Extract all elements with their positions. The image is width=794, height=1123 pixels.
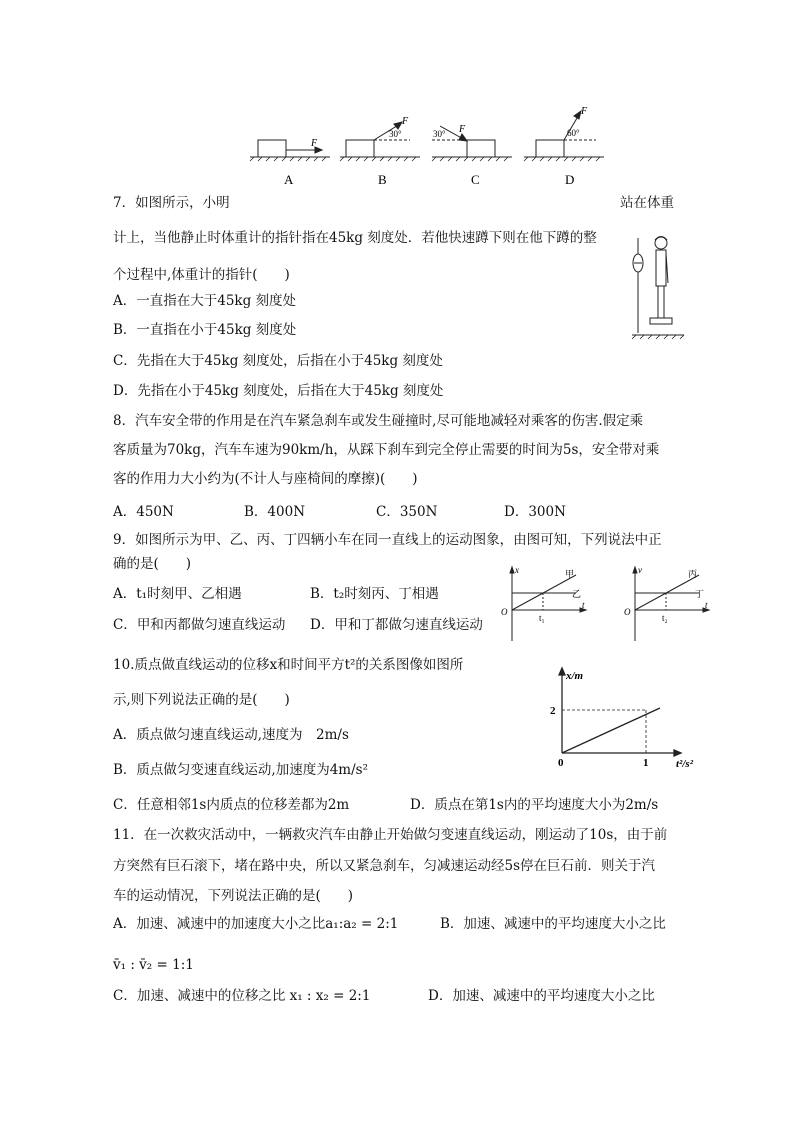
q7-option-b: B．一直指在小于45kg 刻度处	[113, 322, 297, 338]
force-label-d: F	[581, 106, 588, 117]
q10-x-tick: 1	[643, 757, 649, 769]
q11-option-c: C．加速、减速中的位移之比 x₁ : x₂ = 2:1	[113, 988, 371, 1004]
q10-origin: 0	[558, 757, 564, 769]
q9-line2: 确的是( )	[113, 556, 192, 572]
q9g2-tick: t₂	[662, 613, 668, 623]
q9g1-tick: t₁	[539, 613, 545, 623]
q9-option-b: B．t₂时刻丙、丁相遇	[310, 586, 439, 602]
q9g1-series-b: 乙	[572, 589, 582, 599]
angle-b: 30°	[389, 129, 402, 139]
q10-option-c: C．任意相邻1s内质点的位移差都为2m	[113, 797, 350, 813]
q11-line2: 方突然有巨石滚下，堵在路中央，所以又紧急刹车，匀减速运动经5s停在巨石前．则关于汽	[113, 858, 656, 874]
q9g1-origin: O	[501, 607, 508, 617]
q10-x-axis: t²/s²	[676, 758, 693, 770]
q7-option-c: C．先指在大于45kg 刻度处，后指在小于45kg 刻度处	[113, 353, 443, 369]
q10-y-tick: 2	[550, 705, 556, 717]
q11-option-b-cont: v̄₁ : v̄₂ = 1:1	[113, 957, 194, 973]
q7-line1: 7．如图所示，小明	[113, 195, 230, 211]
q9g1-x-axis: t	[582, 600, 585, 610]
force-diagrams	[0, 0, 794, 200]
q9-graph-vt	[625, 565, 725, 645]
q9g2-y-axis: v	[638, 565, 642, 575]
q11-line1: 11．在一次救灾活动中，一辆救灾汽车由静止开始做匀变速直线运动，刚运动了10s，由于前	[113, 827, 668, 843]
force-label-a: F	[311, 138, 318, 149]
person-on-scale-figure	[628, 228, 688, 343]
q9-option-c: C．甲和丙都做匀速直线运动	[113, 617, 286, 633]
q8-line3: 客的作用力大小约为(不计人与座椅间的摩擦)( )	[113, 471, 418, 487]
angle-c: 30°	[433, 129, 446, 139]
force-label-c: F	[459, 124, 466, 135]
q8-line1: 8．汽车安全带的作用是在汽车紧急刹车或发生碰撞时,尽可能地减轻对乘客的伤害.假定乘	[113, 413, 644, 429]
q9g1-series-a: 甲	[565, 569, 575, 579]
fig-label-b: B	[378, 172, 387, 187]
fig-label-d: D	[565, 172, 575, 187]
q10-line2: 示,则下列说法正确的是( )	[113, 692, 290, 708]
q8-option-c: C．350N	[376, 504, 438, 520]
q9g2-series-a: 丙	[688, 569, 698, 579]
q10-line1: 10.质点做直线运动的位移x和时间平方t²的关系图像如图所	[113, 657, 464, 673]
q9g2-origin: O	[624, 607, 631, 617]
q7-option-d: D．先指在小于45kg 刻度处，后指在大于45kg 刻度处	[113, 383, 444, 399]
q10-option-b: B．质点做匀变速直线运动,加速度为4m/s²	[113, 762, 368, 778]
q9g1-y-axis: x	[515, 565, 519, 575]
q9g2-x-axis: t	[705, 600, 708, 610]
q11-option-b: B．加速、减速中的平均速度大小之比	[440, 916, 666, 932]
q10-graph	[548, 665, 708, 775]
q7-option-a: A．一直指在大于45kg 刻度处	[113, 293, 297, 309]
q9-line1: 9．如图所示为甲、乙、丙、丁四辆小车在同一直线上的运动图象，由图可知，下列说法中正	[113, 532, 662, 548]
q8-option-b: B．400N	[244, 504, 306, 520]
fig-label-a: A	[284, 172, 294, 187]
q8-option-d: D．300N	[504, 504, 566, 520]
q9-option-d: D．甲和丁都做匀速直线运动	[310, 617, 483, 633]
q9-option-a: A．t₁时刻甲、乙相遇	[113, 586, 242, 602]
q7-line1-right: 站在体重	[620, 195, 674, 211]
q8-option-a: A．450N	[113, 504, 174, 520]
q10-option-a: A．质点做匀速直线运动,速度为 2m/s	[113, 727, 349, 743]
q11-option-d: D．加速、减速中的平均速度大小之比	[428, 988, 655, 1004]
q10-y-axis: x/m	[566, 670, 584, 682]
angle-d: 60°	[567, 128, 580, 138]
q7-line3: 个过程中,体重计的指针( )	[113, 267, 290, 283]
q10-option-d: D．质点在第1s内的平均速度大小为2m/s	[410, 797, 659, 813]
q9g2-series-b: 丁	[695, 589, 705, 599]
q8-line2: 客质量为70kg，汽车车速为90km/h，从踩下刹车到完全停止需要的时间为5s，安全带对乘	[113, 442, 660, 458]
fig-label-c: C	[471, 172, 480, 187]
q7-line2: 计上，当他静止时体重计的指针指在45kg 刻度处．若他快速蹲下则在他下蹲的整	[113, 230, 597, 246]
q11-line3: 车的运动情况，下列说法正确的是( )	[113, 888, 354, 904]
force-label-b: F	[402, 116, 409, 127]
q9-graph-xt	[502, 565, 602, 645]
q11-option-a: A．加速、减速中的加速度大小之比a₁:a₂ = 2:1	[113, 916, 399, 932]
